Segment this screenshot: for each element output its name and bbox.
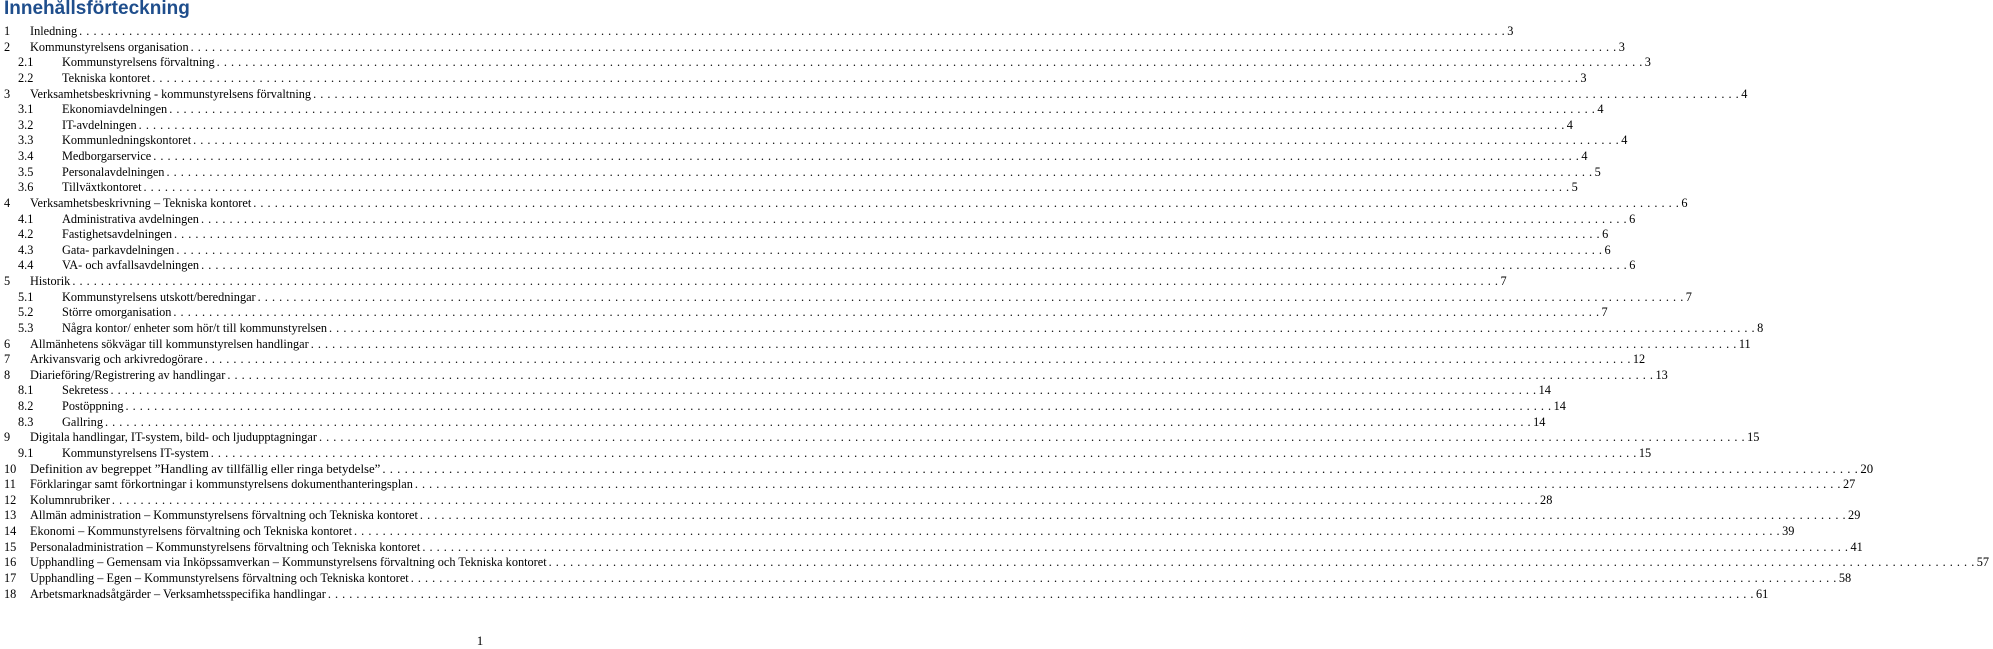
toc-leader-dots: . . . . . . . . . . . . . . . . . . . . . . . . . . . . . . . . . . . . . . . . . . . . . . . . . . . . . . . . . . . . . . . . . . . . . . . . . . . . . . . . . . . . . . . . . . . . . . . . . . . . . . . . . . . . . . . . . . . . . . . . . . . . . . . . . . . . . . . . . . . . . . . . . . . . . . . . . . . . . . . . . . . . . . . . . . . . . . . . . . . . . . . . . . . . . . . . . . . . . . . . [313,86,1740,101]
toc-leader-dots: . . . . . . . . . . . . . . . . . . . . . . . . . . . . . . . . . . . . . . . . . . . . . . . . . . . . . . . . . . . . . . . . . . . . . . . . . . . . . . . . . . . . . . . . . . . . . . . . . . . . . . . . . . . . . . . . . . . . . . . . . . . . . . . . . . . . . . . . . . . . . . . . . . . . . . . . . . . . . . . . . . . . . . . . . . . . . . . . . . . . . . . . . . . . . . . . . . . . . . . . [414,477,1841,492]
toc-entry-number: 5.1 [18,289,34,304]
toc-entry-number: 17 [4,570,17,585]
toc-leader-dots: . . . . . . . . . . . . . . . . . . . . . . . . . . . . . . . . . . . . . . . . . . . . . . . . . . . . . . . . . . . . . . . . . . . . . . . . . . . . . . . . . . . . . . . . . . . . . . . . . . . . . . . . . . . . . . . . . . . . . . . . . . . . . . . . . . . . . . . . . . . . . . . . . . . . . . . . . . . . . . . . . . . . . . . . . . . . . . . . . . . . . . . . . . . . . . . . . . . . . . . . [111,492,1539,507]
toc-entry-page[interactable]: 4 [1741,86,1748,101]
toc-entry-line[interactable] [62,242,1611,259]
toc-entry-number: 18 [4,586,17,601]
toc-entry-line[interactable] [30,352,1646,368]
toc-entry-number: 5.2 [18,305,34,320]
toc-entry[interactable] [0,399,1566,415]
toc-entry-page[interactable]: 12 [1632,352,1646,367]
toc-entry-number: 9.1 [18,445,34,460]
toc-entry-title[interactable]: Större omorganisation [62,305,172,320]
toc-entry[interactable] [0,133,1628,149]
toc-entry-page[interactable]: 6 [1602,227,1609,242]
toc-entry-line[interactable] [30,367,1668,384]
toc-entry-title[interactable]: IT-avdelningen [62,117,137,132]
toc-entry-title[interactable]: Kommunledningskontoret [62,133,192,148]
toc-entry[interactable] [0,242,1611,259]
toc-entry-line[interactable] [62,164,1601,181]
toc-entry-line[interactable] [62,320,1764,337]
toc-entry-page[interactable]: 7 [1500,274,1507,288]
toc-entry-title[interactable]: Upphandling – Gemensam via Inköpssamverkan – Kommunstyrelsens förvaltning och Tekniska kontoret [30,555,547,570]
toc-entry-page[interactable]: 8 [1757,320,1764,335]
toc-entry-page[interactable]: 3 [1644,55,1651,70]
toc-entry-page[interactable]: 3 [1618,39,1625,54]
toc-entry-line[interactable] [62,227,1609,243]
toc-entry-page[interactable]: 15 [1638,445,1652,460]
toc-leader-dots: . . . . . . . . . . . . . . . . . . . . . . . . . . . . . . . . . . . . . . . . . . . . . . . . . . . . . . . . . . . . . . . . . . . . . . . . . . . . . . . . . . . . . . . . . . . . . . . . . . . . . . . . . . . . . . . . . . . . . . . . . . . . . . . . . . . . . . . . . . . . . . . . . . . . . . . . . . . . . . . . . . . . . . . . . . . . . . . . . . . . . . . . . . . . . . . . . . . . . . . . [169,102,1596,117]
toc-entry-line[interactable] [62,55,1651,71]
toc-entry-number: 1 [4,24,11,38]
toc-entry-title[interactable]: Gata- parkavdelningen [62,242,175,257]
toc-entry-line[interactable] [30,195,1688,212]
toc-entry-line[interactable] [30,555,1990,571]
toc-entry[interactable] [0,352,1646,368]
toc-entry[interactable] [0,227,1609,243]
toc-entry-page[interactable]: 11 [1738,336,1751,351]
toc-entry-page[interactable]: 5 [1571,180,1578,195]
toc-entry-number: 4.1 [18,211,34,226]
toc-entry-line[interactable] [62,211,1636,228]
toc-entry-page[interactable]: 14 [1533,414,1546,429]
toc-entry-line[interactable] [62,117,1573,134]
table-of-contents [0,24,1990,602]
toc-entry-page[interactable]: 4 [1621,133,1628,148]
toc-leader-dots: . . . . . . . . . . . . . . . . . . . . . . . . . . . . . . . . . . . . . . . . . . . . . . . . . . . . . . . . . . . . . . . . . . . . . . . . . . . . . . . . . . . . . . . . . . . . . . . . . . . . . . . . . . . . . . . . . . . . . . . . . . . . . . . . . . . . . . . . . . . . . . . . . . . . . . . . . . . . . . . . . . . . . . . . . . . . . . . . . . . . . . . . . . . . . . . . . . . . . . . . [190,39,1617,54]
toc-entry-page[interactable]: 7 [1601,305,1608,320]
toc-entry-title[interactable]: Personalavdelningen [62,164,165,179]
toc-entry[interactable] [0,164,1601,181]
toc-entry-title[interactable]: Ekonomi – Kommunstyrelsens förvaltning och Tekniska kontoret [30,524,353,538]
toc-entry-number: 15 [4,539,17,554]
toc-entry-title[interactable]: Administrativa avdelningen [62,211,199,226]
toc-entry[interactable] [0,461,1874,478]
toc-leader-dots: . . . . . . . . . . . . . . . . . . . . . . . . . . . . . . . . . . . . . . . . . . . . . . . . . . . . . . . . . . . . . . . . . . . . . . . . . . . . . . . . . . . . . . . . . . . . . . . . . . . . . . . . . . . . . . . . . . . . . . . . . . . . . . . . . . . . . . . . . . . . . . . . . . . . . . . . . . . . . . . . . . . . . . . . . . . . . . . . . . . . . . . . . . . . . . . . . . . . . . . . [327,586,1754,601]
toc-entry-number: 4 [4,195,11,210]
toc-leader-dots: . . . . . . . . . . . . . . . . . . . . . . . . . . . . . . . . . . . . . . . . . . . . . . . . . . . . . . . . . . . . . . . . . . . . . . . . . . . . . . . . . . . . . . . . . . . . . . . . . . . . . . . . . . . . . . . . . . . . . . . . . . . . . . . . . . . . . . . . . . . . . . . . . . . . . . . . . . . . . . . . . . . . . . . . . . . . . . . . . . . . . . . . . . . . . . . . . . . . . . . . [138,117,1565,132]
toc-entry-number: 3.6 [18,180,34,195]
toc-entry[interactable] [0,492,1553,509]
toc-entry-number: 13 [4,508,17,523]
toc-leader-dots: . . . . . . . . . . . . . . . . . . . . . . . . . . . . . . . . . . . . . . . . . . . . . . . . . . . . . . . . . . . . . . . . . . . . . . . . . . . . . . . . . . . . . . . . . . . . . . . . . . . . . . . . . . . . . . . . . . . . . . . . . . . . . . . . . . . . . . . . . . . . . . . . . . . . . . . . . . . . . . . . . . . . . . . . . . . . . . . . . . . . . . . . . . . . . . . . . . . . . . . . [104,414,1532,429]
toc-entry-line[interactable] [30,461,1874,478]
toc-entry-number: 12 [4,492,17,507]
toc-leader-dots: . . . . . . . . . . . . . . . . . . . . . . . . . . . . . . . . . . . . . . . . . . . . . . . . . . . . . . . . . . . . . . . . . . . . . . . . . . . . . . . . . . . . . . . . . . . . . . . . . . . . . . . . . . . . . . . . . . . . . . . . . . . . . . . . . . . . . . . . . . . . . . . . . . . . . . . . . . . . . . . . . . . . . . . . . . . . . . . . . . . . . . . . . . . . . . . . . . . . . . . . [201,258,1628,273]
toc-entry-number: 3.1 [18,102,34,117]
toc-leader-dots: . . . . . . . . . . . . . . . . . . . . . . . . . . . . . . . . . . . . . . . . . . . . . . . . . . . . . . . . . . . . . . . . . . . . . . . . . . . . . . . . . . . . . . . . . . . . . . . . . . . . . . . . . . . . . . . . . . . . . . . . . . . . . . . . . . . . . . . . . . . . . . . . . . . . . . . . . . . . . . . . . . . . . . . . . . . . . . . . . . . . . . . . . . . . . . . . . . . . . . . . [354,524,1781,538]
toc-entry[interactable] [0,445,1652,462]
toc-entry-line[interactable] [62,133,1628,149]
toc-entry-number: 4.2 [18,227,34,242]
toc-entry[interactable] [0,86,1748,103]
toc-leader-dots: . . . . . . . . . . . . . . . . . . . . . . . . . . . . . . . . . . . . . . . . . . . . . . . . . . . . . . . . . . . . . . . . . . . . . . . . . . . . . . . . . . . . . . . . . . . . . . . . . . . . . . . . . . . . . . . . . . . . . . . . . . . . . . . . . . . . . . . . . . . . . . . . . . . . . . . . . . . . . . . . . . . . . . . . . . . . . . . . . . . . . . . . . . . . . . . . . . . . . . . . [166,164,1593,179]
toc-leader-dots: . . . . . . . . . . . . . . . . . . . . . . . . . . . . . . . . . . . . . . . . . . . . . . . . . . . . . . . . . . . . . . . . . . . . . . . . . . . . . . . . . . . . . . . . . . . . . . . . . . . . . . . . . . . . . . . . . . . . . . . . . . . . . . . . . . . . . . . . . . . . . . . . . . . . . . . . . . . . . . . . . . . . . . . . . . . . . . . . . . . . . . . . . . . . . . . . . . . . . . . . [422,539,1849,554]
toc-entry[interactable] [0,289,1692,306]
toc-entry[interactable] [0,586,1769,603]
toc-leader-dots: . . . . . . . . . . . . . . . . . . . . . . . . . . . . . . . . . . . . . . . . . . . . . . . . . . . . . . . . . . . . . . . . . . . . . . . . . . . . . . . . . . . . . . . . . . . . . . . . . . . . . . . . . . . . . . . . . . . . . . . . . . . . . . . . . . . . . . . . . . . . . . . . . . . . . . . . . . . . . . . . . . . . . . . . . . . . . . . . . . . . . . . . . . . . . . . . . . . . . . . . [318,430,1746,445]
toc-entry-number: 9 [4,430,11,445]
toc-entry[interactable] [0,508,1861,524]
toc-entry-title[interactable]: Digitala handlingar, IT-system, bild- och ljudupptagningar [30,430,317,445]
toc-entry-line[interactable] [30,539,1863,556]
toc-entry-page[interactable]: 15 [1747,430,1760,445]
toc-entry-page[interactable]: 61 [1755,586,1769,601]
toc-entry-line[interactable] [62,149,1588,165]
toc-entry-number: 5.3 [18,320,34,335]
toc-entry-title[interactable]: Postöppning [62,399,124,413]
toc-entry-page[interactable]: 6 [1604,242,1611,257]
toc-entry-number: 3.3 [18,133,34,148]
toc-entry-line[interactable] [62,414,1546,431]
toc-entry-title[interactable]: Fastighetsavdelningen [62,227,172,242]
toc-leader-dots: . . . . . . . . . . . . . . . . . . . . . . . . . . . . . . . . . . . . . . . . . . . . . . . . . . . . . . . . . . . . . . . . . . . . . . . . . . . . . . . . . . . . . . . . . . . . . . . . . . . . . . . . . . . . . . . . . . . . . . . . . . . . . . . . . . . . . . . . . . . . . . . . . . . . . . . . . . . . . . . . . . . . . . . . . . . . . . . . . . . . . . . . . . . . . . . . . . . . . . . . [253,195,1680,210]
toc-entry-page[interactable]: 4 [1566,117,1573,132]
toc-entry-line[interactable] [30,508,1861,524]
toc-leader-dots: . . . . . . . . . . . . . . . . . . . . . . . . . . . . . . . . . . . . . . . . . . . . . . . . . . . . . . . . . . . . . . . . . . . . . . . . . . . . . . . . . . . . . . . . . . . . . . . . . . . . . . . . . . . . . . . . . . . . . . . . . . . . . . . . . . . . . . . . . . . . . . . . . . . . . . . . . . . . . . . . . . . . . . . . . . . . . . . . . . . . . . . . . . . . . . . . . . . . . . . . [153,149,1580,163]
toc-entry-line[interactable] [62,445,1652,462]
toc-entry[interactable] [0,117,1573,134]
toc-entry-title[interactable]: Arkivansvarig och arkivredogörare [30,352,203,367]
toc-entry-line[interactable] [30,86,1748,103]
toc-entry-number: 7 [4,352,11,367]
toc-entry-number: 5 [4,274,11,288]
toc-entry-title[interactable]: Verksamhetsbeskrivning – Tekniska kontoret [30,195,252,210]
toc-entry-number: 4.3 [18,242,34,257]
toc-leader-dots: . . . . . . . . . . . . . . . . . . . . . . . . . . . . . . . . . . . . . . . . . . . . . . . . . . . . . . . . . . . . . . . . . . . . . . . . . . . . . . . . . . . . . . . . . . . . . . . . . . . . . . . . . . . . . . . . . . . . . . . . . . . . . . . . . . . . . . . . . . . . . . . . . . . . . . . . . . . . . . . . . . . . . . . . . . . . . . . . . . . . . . . . . . . . . . . . . . . . . . . . [382,461,1859,476]
toc-entry[interactable] [0,102,1604,118]
toc-entry-title[interactable]: Upphandling – Egen – Kommunstyrelsens förvaltning och Tekniska kontoret [30,570,409,585]
toc-entry-number: 4.4 [18,258,34,273]
toc-entry-title[interactable]: VA- och avfallsavdelningen [62,258,200,273]
toc-leader-dots: . . . . . . . . . . . . . . . . . . . . . . . . . . . . . . . . . . . . . . . . . . . . . . . . . . . . . . . . . . . . . . . . . . . . . . . . . . . . . . . . . . . . . . . . . . . . . . . . . . . . . . . . . . . . . . . . . . . . . . . . . . . . . . . . . . . . . . . . . . . . . . . . . . . . . . . . . . . . . . . . . . . . . . . . . . . . . . . . . . . . . . . . . . . . . . . . . . . . . . . . [257,289,1684,304]
toc-entry-line[interactable] [30,524,1795,540]
toc-entry[interactable] [0,383,1551,399]
toc-entry-title[interactable]: Kommunstyrelsens IT-system [62,445,209,460]
toc-entry[interactable] [0,180,1578,196]
toc-entry-page[interactable]: 58 [1838,570,1852,585]
toc-entry-title[interactable]: Historik [30,274,71,288]
toc-entry[interactable] [0,55,1651,71]
toc-entry-line[interactable] [62,258,1636,274]
toc-entry-line[interactable] [62,289,1692,306]
toc-leader-dots: . . . . . . . . . . . . . . . . . . . . . . . . . . . . . . . . . . . . . . . . . . . . . . . . . . . . . . . . . . . . . . . . . . . . . . . . . . . . . . . . . . . . . . . . . . . . . . . . . . . . . . . . . . . . . . . . . . . . . . . . . . . . . . . . . . . . . . . . . . . . . . . . . . . . . . . . . . . . . . . . . . . . . . . . . . . . . . . . . . . . . . . . . . . . . . . . . . . . . . . . [193,133,1620,148]
toc-leader-dots: . . . . . . . . . . . . . . . . . . . . . . . . . . . . . . . . . . . . . . . . . . . . . . . . . . . . . . . . . . . . . . . . . . . . . . . . . . . . . . . . . . . . . . . . . . . . . . . . . . . . . . . . . . . . . . . . . . . . . . . . . . . . . . . . . . . . . . . . . . . . . . . . . . . . . . . . . . . . . . . . . . . . . . . . . . . . . . . . . . . . . . . . . . . . . . . . . . . . . . . . [419,508,1847,523]
toc-entry-number: 2 [4,39,11,54]
toc-entry[interactable] [0,367,1668,384]
page-number: 1 [476,633,484,648]
toc-entry-number: 3.2 [18,117,34,132]
toc-entry[interactable] [0,24,1514,40]
toc-leader-dots: . . . . . . . . . . . . . . . . . . . . . . . . . . . . . . . . . . . . . . . . . . . . . . . . . . . . . . . . . . . . . . . . . . . . . . . . . . . . . . . . . . . . . . . . . . . . . . . . . . . . . . . . . . . . . . . . . . . . . . . . . . . . . . . . . . . . . . . . . . . . . . . . . . . . . . . . . . . . . . . . . . . . . . . . . . . . . . . . . . . . . . . . . . . . . . . . . . . . . . . . [204,352,1631,367]
toc-entry-title[interactable]: Gallring [62,414,103,429]
toc-entry-number: 16 [4,555,17,570]
toc-entry[interactable] [0,211,1636,228]
toc-entry-page[interactable]: 4 [1597,102,1604,117]
toc-entry-page[interactable]: 3 [1507,24,1514,38]
toc-entry-number: 8 [4,367,11,382]
toc-entry-line[interactable] [30,39,1625,56]
toc-entry-title[interactable]: Verksamhetsbeskrivning - kommunstyrelsens förvaltning [30,86,312,101]
toc-entry[interactable] [0,555,1990,571]
toc-entry[interactable] [0,274,1507,290]
toc-entry-line[interactable] [30,430,1760,446]
toc-leader-dots: . . . . . . . . . . . . . . . . . . . . . . . . . . . . . . . . . . . . . . . . . . . . . . . . . . . . . . . . . . . . . . . . . . . . . . . . . . . . . . . . . . . . . . . . . . . . . . . . . . . . . . . . . . . . . . . . . . . . . . . . . . . . . . . . . . . . . . . . . . . . . . . . . . . . . . . . . . . . . . . . . . . . . . . . . . . . . . . . . . . . . . . . . . . . . . . . . . . . . . . . [173,305,1600,320]
toc-entry-title[interactable]: Diarieföring/Registrering av handlingar [30,367,226,382]
toc-leader-dots: . . . . . . . . . . . . . . . . . . . . . . . . . . . . . . . . . . . . . . . . . . . . . . . . . . . . . . . . . . . . . . . . . . . . . . . . . . . . . . . . . . . . . . . . . . . . . . . . . . . . . . . . . . . . . . . . . . . . . . . . . . . . . . . . . . . . . . . . . . . . . . . . . . . . . . . . . . . . . . . . . . . . . . . . . . . . . . . . . . . . . . . . . . . . . . . . . . . . . . . . [79,24,1506,38]
toc-entry-number: 3.5 [18,164,34,179]
toc-entry-number: 14 [4,524,17,538]
toc-entry-number: 10 [4,461,17,476]
toc-entry[interactable] [0,39,1625,56]
toc-entry-title[interactable]: Allmän administration – Kommunstyrelsens förvaltning och Tekniska kontoret [30,508,418,523]
toc-entry-page[interactable]: 41 [1850,539,1863,554]
toc-entry-page[interactable]: 57 [1976,555,1990,570]
toc-entry[interactable] [0,70,1587,87]
toc-leader-dots: . . . . . . . . . . . . . . . . . . . . . . . . . . . . . . . . . . . . . . . . . . . . . . . . . . . . . . . . . . . . . . . . . . . . . . . . . . . . . . . . . . . . . . . . . . . . . . . . . . . . . . . . . . . . . . . . . . . . . . . . . . . . . . . . . . . . . . . . . . . . . . . . . . . . . . . . . . . . . . . . . . . . . . . . . . . . . . . . . . . . . . . . . . . . . . . . . . . . . . . . [200,211,1628,226]
toc-entry-title[interactable]: Kommunstyrelsens utskott/beredningar [62,289,256,304]
toc-leader-dots: . . . . . . . . . . . . . . . . . . . . . . . . . . . . . . . . . . . . . . . . . . . . . . . . . . . . . . . . . . . . . . . . . . . . . . . . . . . . . . . . . . . . . . . . . . . . . . . . . . . . . . . . . . . . . . . . . . . . . . . . . . . . . . . . . . . . . . . . . . . . . . . . . . . . . . . . . . . . . . . . . . . . . . . . . . . . . . . . . . . . . . . . . . . . . . . . . . . . . . . . [548,555,1975,570]
toc-entry-number: 3.4 [18,149,34,163]
toc-entry-page[interactable]: 13 [1655,367,1668,382]
toc-entry-title[interactable]: Ekonomiavdelningen [62,102,168,117]
toc-entry-line[interactable] [30,336,1751,353]
toc-entry-page[interactable]: 6 [1629,211,1636,226]
toc-leader-dots: . . . . . . . . . . . . . . . . . . . . . . . . . . . . . . . . . . . . . . . . . . . . . . . . . . . . . . . . . . . . . . . . . . . . . . . . . . . . . . . . . . . . . . . . . . . . . . . . . . . . . . . . . . . . . . . . . . . . . . . . . . . . . . . . . . . . . . . . . . . . . . . . . . . . . . . . . . . . . . . . . . . . . . . . . . . . . . . . . . . . . . . . . . . . . . . . . . . . . . . . [125,399,1552,413]
toc-entry[interactable] [0,305,1608,321]
toc-entry-line[interactable] [62,305,1608,321]
toc-entry-title[interactable]: Allmänhetens sökvägar till kommunstyrelsen handlingar [30,336,309,351]
toc-entry-title[interactable]: Definition av begreppet ”Handling av tillfällig eller ringa betydelse” [30,461,381,476]
toc-leader-dots: . . . . . . . . . . . . . . . . . . . . . . . . . . . . . . . . . . . . . . . . . . . . . . . . . . . . . . . . . . . . . . . . . . . . . . . . . . . . . . . . . . . . . . . . . . . . . . . . . . . . . . . . . . . . . . . . . . . . . . . . . . . . . . . . . . . . . . . . . . . . . . . . . . . . . . . . . . . . . . . . . . . . . . . . . . . . . . . . . . . . . . . . . . . . . . . . . . . . . . . . [227,367,1654,382]
toc-entry-title[interactable]: Kolumnrubriker [30,492,110,507]
toc-leader-dots: . . . . . . . . . . . . . . . . . . . . . . . . . . . . . . . . . . . . . . . . . . . . . . . . . . . . . . . . . . . . . . . . . . . . . . . . . . . . . . . . . . . . . . . . . . . . . . . . . . . . . . . . . . . . . . . . . . . . . . . . . . . . . . . . . . . . . . . . . . . . . . . . . . . . . . . . . . . . . . . . . . . . . . . . . . . . . . . . . . . . . . . . . . . . . . . . . . . . . . . . [216,55,1643,70]
toc-entry-title[interactable]: Tekniska kontoret [62,70,151,85]
toc-entry[interactable] [0,336,1751,353]
toc-entry-page[interactable]: 3 [1580,70,1587,85]
toc-entry-line[interactable] [62,180,1578,196]
toc-entry-number: 3 [4,86,11,101]
toc-leader-dots: . . . . . . . . . . . . . . . . . . . . . . . . . . . . . . . . . . . . . . . . . . . . . . . . . . . . . . . . . . . . . . . . . . . . . . . . . . . . . . . . . . . . . . . . . . . . . . . . . . . . . . . . . . . . . . . . . . . . . . . . . . . . . . . . . . . . . . . . . . . . . . . . . . . . . . . . . . . . . . . . . . . . . . . . . . . . . . . . . . . . . . . . . . . . . . . . . . . . . . . . [210,445,1637,460]
toc-entry-page[interactable]: 14 [1538,383,1551,398]
toc-entry[interactable] [0,570,1852,587]
toc-leader-dots: . . . . . . . . . . . . . . . . . . . . . . . . . . . . . . . . . . . . . . . . . . . . . . . . . . . . . . . . . . . . . . . . . . . . . . . . . . . . . . . . . . . . . . . . . . . . . . . . . . . . . . . . . . . . . . . . . . . . . . . . . . . . . . . . . . . . . . . . . . . . . . . . . . . . . . . . . . . . . . . . . . . . . . . . . . . . . . . . . . . . . . . . . . . . . . . . . . . . . . . . [72,274,1499,288]
toc-entry-title[interactable]: Några kontor/ enheter som hör/t till kommunstyrelsen [62,320,328,335]
toc-leader-dots: . . . . . . . . . . . . . . . . . . . . . . . . . . . . . . . . . . . . . . . . . . . . . . . . . . . . . . . . . . . . . . . . . . . . . . . . . . . . . . . . . . . . . . . . . . . . . . . . . . . . . . . . . . . . . . . . . . . . . . . . . . . . . . . . . . . . . . . . . . . . . . . . . . . . . . . . . . . . . . . . . . . . . . . . . . . . . . . . . . . . . . . . . . . . . . . . . . . . . . . . [329,320,1756,335]
toc-entry[interactable] [0,539,1863,556]
toc-entry-title[interactable]: Medborgarservice [62,149,152,163]
toc-entry-page[interactable]: 7 [1685,289,1692,304]
toc-entry-page[interactable]: 6 [1681,195,1688,210]
toc-leader-dots: . . . . . . . . . . . . . . . . . . . . . . . . . . . . . . . . . . . . . . . . . . . . . . . . . . . . . . . . . . . . . . . . . . . . . . . . . . . . . . . . . . . . . . . . . . . . . . . . . . . . . . . . . . . . . . . . . . . . . . . . . . . . . . . . . . . . . . . . . . . . . . . . . . . . . . . . . . . . . . . . . . . . . . . . . . . . . . . . . . . . . . . . . . . . . . . . . . . . . . . . [310,336,1737,351]
toc-leader-dots: . . . . . . . . . . . . . . . . . . . . . . . . . . . . . . . . . . . . . . . . . . . . . . . . . . . . . . . . . . . . . . . . . . . . . . . . . . . . . . . . . . . . . . . . . . . . . . . . . . . . . . . . . . . . . . . . . . . . . . . . . . . . . . . . . . . . . . . . . . . . . . . . . . . . . . . . . . . . . . . . . . . . . . . . . . . . . . . . . . . . . . . . . . . . . . . . . . . . . . . . [110,383,1537,398]
toc-entry-title[interactable]: Sekretess [62,383,109,398]
toc-leader-dots: . . . . . . . . . . . . . . . . . . . . . . . . . . . . . . . . . . . . . . . . . . . . . . . . . . . . . . . . . . . . . . . . . . . . . . . . . . . . . . . . . . . . . . . . . . . . . . . . . . . . . . . . . . . . . . . . . . . . . . . . . . . . . . . . . . . . . . . . . . . . . . . . . . . . . . . . . . . . . . . . . . . . . . . . . . . . . . . . . . . . . . . . . . . . . . . . . . . . . . . . [410,570,1837,585]
toc-entry-line[interactable] [62,399,1566,415]
toc-entry-title[interactable]: Arbetsmarknadsåtgärder – Verksamhetsspecifika handlingar [30,586,326,601]
toc-entry-line[interactable] [30,586,1769,603]
toc-entry-page[interactable]: 27 [1842,477,1856,492]
toc-entry-title[interactable]: Inledning [30,24,78,38]
toc-entry-page[interactable]: 5 [1594,164,1601,179]
toc-entry-page[interactable]: 14 [1553,399,1566,413]
toc-entry-title[interactable]: Tillväxtkontoret [62,180,142,195]
toc-entry-page[interactable]: 28 [1540,492,1553,507]
toc-entry-number: 8.3 [18,414,34,429]
toc-entry-number: 6 [4,336,11,351]
toc-leader-dots: . . . . . . . . . . . . . . . . . . . . . . . . . . . . . . . . . . . . . . . . . . . . . . . . . . . . . . . . . . . . . . . . . . . . . . . . . . . . . . . . . . . . . . . . . . . . . . . . . . . . . . . . . . . . . . . . . . . . . . . . . . . . . . . . . . . . . . . . . . . . . . . . . . . . . . . . . . . . . . . . . . . . . . . . . . . . . . . . . . . . . . . . . . . . . . . . . . . . . . . . [143,180,1570,195]
toc-entry-line[interactable] [30,492,1553,509]
toc-entry-line[interactable] [62,383,1551,399]
toc-entry-title[interactable]: Kommunstyrelsens förvaltning [62,55,215,70]
toc-entry-page[interactable]: 6 [1629,258,1636,273]
toc-entry-title[interactable]: Kommunstyrelsens organisation [30,39,189,54]
toc-leader-dots: . . . . . . . . . . . . . . . . . . . . . . . . . . . . . . . . . . . . . . . . . . . . . . . . . . . . . . . . . . . . . . . . . . . . . . . . . . . . . . . . . . . . . . . . . . . . . . . . . . . . . . . . . . . . . . . . . . . . . . . . . . . . . . . . . . . . . . . . . . . . . . . . . . . . . . . . . . . . . . . . . . . . . . . . . . . . . . . . . . . . . . . . . . . . . . . . . . . . . . . . [176,242,1603,257]
toc-entry[interactable] [0,320,1764,337]
toc-leader-dots: . . . . . . . . . . . . . . . . . . . . . . . . . . . . . . . . . . . . . . . . . . . . . . . . . . . . . . . . . . . . . . . . . . . . . . . . . . . . . . . . . . . . . . . . . . . . . . . . . . . . . . . . . . . . . . . . . . . . . . . . . . . . . . . . . . . . . . . . . . . . . . . . . . . . . . . . . . . . . . . . . . . . . . . . . . . . . . . . . . . . . . . . . . . . . . . . . . . . . . . . [173,227,1601,242]
toc-entry-page[interactable]: 4 [1581,149,1588,163]
toc-entry-number: 2.2 [18,70,34,85]
toc-entry-line[interactable] [30,274,1507,290]
toc-entry-page[interactable]: 20 [1860,461,1874,476]
toc-entry-line[interactable] [30,477,1856,493]
toc-entry-number: 2.1 [18,55,34,70]
toc-entry[interactable] [0,524,1795,540]
toc-entry-line[interactable] [62,70,1587,87]
toc-entry[interactable] [0,414,1546,431]
toc-entry-title[interactable]: Personaladministration – Kommunstyrelsens förvaltning och Tekniska kontoret [30,539,421,554]
toc-entry[interactable] [0,195,1688,212]
toc-entry[interactable] [0,430,1760,446]
toc-entry-title[interactable]: Förklaringar samt förkortningar i kommunstyrelsens dokumenthanteringsplan [30,477,413,492]
toc-entry-page[interactable]: 39 [1782,524,1795,538]
toc-leader-dots: . . . . . . . . . . . . . . . . . . . . . . . . . . . . . . . . . . . . . . . . . . . . . . . . . . . . . . . . . . . . . . . . . . . . . . . . . . . . . . . . . . . . . . . . . . . . . . . . . . . . . . . . . . . . . . . . . . . . . . . . . . . . . . . . . . . . . . . . . . . . . . . . . . . . . . . . . . . . . . . . . . . . . . . . . . . . . . . . . . . . . . . . . . . . . . . . . . . . . . . . [152,70,1579,85]
page-title: Innehållsförteckning [4,0,190,19]
toc-entry[interactable] [0,477,1856,493]
toc-entry-number: 11 [4,477,16,492]
toc-entry-line[interactable] [62,102,1604,118]
toc-entry-line[interactable] [30,570,1852,587]
toc-entry-line[interactable] [30,24,1514,40]
toc-entry-number: 8.2 [18,399,34,413]
toc-entry-number: 8.1 [18,383,34,398]
toc-entry[interactable] [0,149,1588,165]
toc-entry[interactable] [0,258,1636,274]
toc-entry-page[interactable]: 29 [1848,508,1861,523]
